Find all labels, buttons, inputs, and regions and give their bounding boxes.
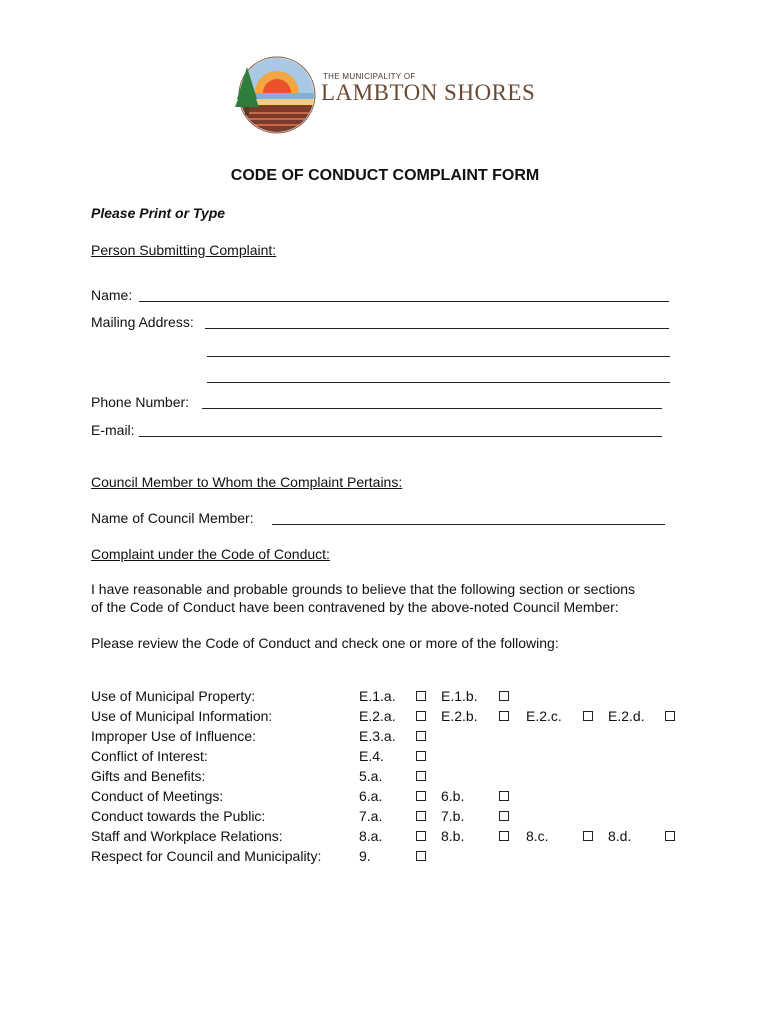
section-checkbox[interactable] [416, 851, 426, 861]
section-code: 8.c. [526, 828, 549, 844]
email-label: E-mail: [91, 422, 135, 438]
email-field[interactable] [139, 436, 662, 437]
grounds-paragraph-line-1: I have reasonable and probable grounds to believe that the following section or sections [91, 581, 636, 597]
section-label: Conflict of Interest: [91, 748, 208, 764]
section-label: Improper Use of Influence: [91, 728, 256, 744]
section-code: E.3.a. [359, 728, 396, 744]
section-checkbox[interactable] [416, 731, 426, 741]
section-checkbox[interactable] [499, 711, 509, 721]
mailing-address-field-line-1[interactable] [205, 328, 669, 329]
submitter-heading: Person Submitting Complaint: [91, 242, 277, 258]
section-checkbox[interactable] [416, 791, 426, 801]
section-checkbox[interactable] [583, 831, 593, 841]
section-code: 7.a. [359, 808, 383, 824]
council-member-field[interactable] [272, 524, 665, 525]
section-checkbox[interactable] [665, 711, 675, 721]
section-checkbox[interactable] [416, 771, 426, 781]
council-heading: Council Member to Whom the Complaint Pertains: [91, 474, 403, 490]
section-code: 8.b. [441, 828, 465, 844]
section-checkbox[interactable] [499, 791, 509, 801]
section-code: E.4. [359, 748, 384, 764]
logo-emblem-icon [233, 55, 317, 135]
section-code: 7.b. [441, 808, 465, 824]
section-label: Staff and Workplace Relations: [91, 828, 283, 844]
section-code: E.2.a. [359, 708, 396, 724]
section-label: Use of Municipal Property: [91, 688, 256, 704]
section-code: 6.b. [441, 788, 465, 804]
print-instruction: Please Print or Type [91, 205, 226, 221]
section-checkbox[interactable] [416, 751, 426, 761]
section-code: 8.d. [608, 828, 632, 844]
section-label: Conduct towards the Public: [91, 808, 266, 824]
municipality-logo [233, 55, 538, 135]
section-code: E.1.b. [441, 688, 478, 704]
section-label: Use of Municipal Information: [91, 708, 273, 724]
phone-field[interactable] [202, 408, 662, 409]
section-checkbox[interactable] [416, 811, 426, 821]
grounds-paragraph-line-2: of the Code of Conduct have been contravened by the above-noted Council Member: [91, 599, 619, 615]
section-code: 5.a. [359, 768, 383, 784]
section-checkbox[interactable] [499, 831, 509, 841]
review-instruction: Please review the Code of Conduct and check one or more of the following: [91, 635, 559, 651]
section-label: Gifts and Benefits: [91, 768, 206, 784]
page-title: CODE OF CONDUCT COMPLAINT FORM [230, 167, 540, 184]
council-member-label: Name of Council Member: [91, 510, 254, 526]
section-code: E.1.a. [359, 688, 396, 704]
section-checkbox[interactable] [499, 811, 509, 821]
section-label: Conduct of Meetings: [91, 788, 224, 804]
section-code: 6.a. [359, 788, 383, 804]
section-checkbox[interactable] [583, 711, 593, 721]
section-label: Respect for Council and Municipality: [91, 848, 322, 864]
section-checkbox[interactable] [665, 831, 675, 841]
mailing-address-label: Mailing Address: [91, 314, 194, 330]
phone-label: Phone Number: [91, 394, 190, 410]
logo-tagline: THE MUNICIPALITY OF [323, 72, 416, 81]
name-field[interactable] [139, 301, 669, 302]
section-checkbox[interactable] [416, 831, 426, 841]
logo-wordmark: LAMBTON SHORES [321, 80, 536, 105]
section-checkbox[interactable] [499, 691, 509, 701]
section-checkbox[interactable] [416, 711, 426, 721]
section-checkbox[interactable] [416, 691, 426, 701]
name-label: Name: [91, 287, 133, 303]
section-code: 9. [359, 848, 371, 864]
complaint-heading: Complaint under the Code of Conduct: [91, 546, 330, 562]
mailing-address-field-line-3[interactable] [207, 382, 670, 383]
section-code: E.2.c. [526, 708, 562, 724]
section-code: E.2.d. [608, 708, 645, 724]
section-code: 8.a. [359, 828, 383, 844]
mailing-address-field-line-2[interactable] [207, 356, 670, 357]
section-code: E.2.b. [441, 708, 478, 724]
